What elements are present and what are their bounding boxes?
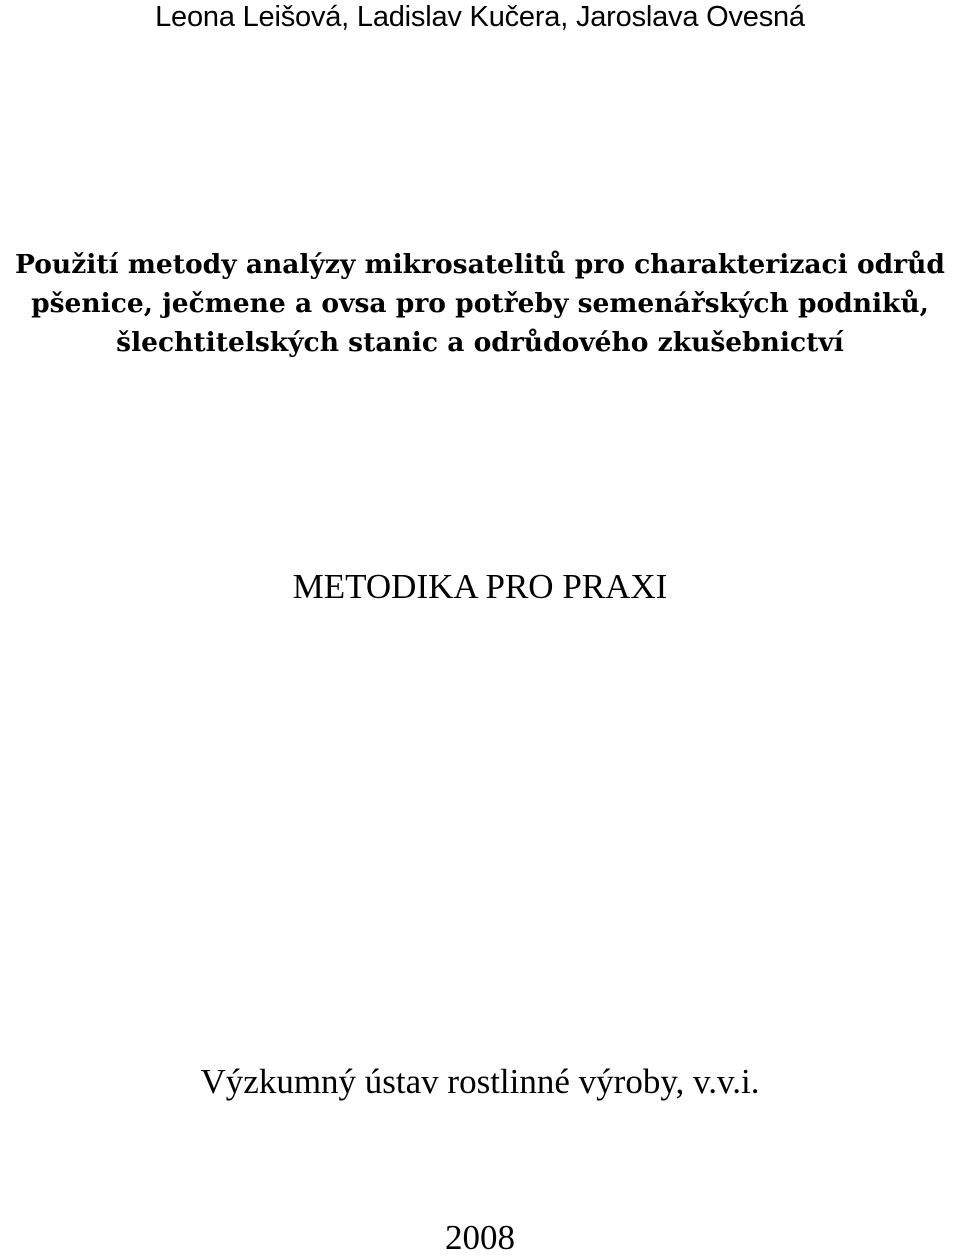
institution: Výzkumný ústav rostlinné výroby, v.v.i. bbox=[200, 1062, 760, 1101]
title-line-2: pšenice, ječmene a ovsa pro potřeby semenářských podniků, bbox=[31, 288, 929, 319]
title-line-3: šlechtitelských stanic a odrůdového zkušebnictví bbox=[116, 327, 844, 358]
title-line-1: Použití metody analýzy mikrosatelitů pro charakterizaci odrůd bbox=[15, 249, 945, 280]
publication-year: 2008 bbox=[445, 1218, 515, 1257]
document-title bbox=[0, 245, 960, 362]
authors: Leona Leišová, Ladislav Kučera, Jaroslava Ovesná bbox=[155, 1, 805, 33]
document-type: METODIKA PRO PRAXI bbox=[292, 567, 668, 606]
